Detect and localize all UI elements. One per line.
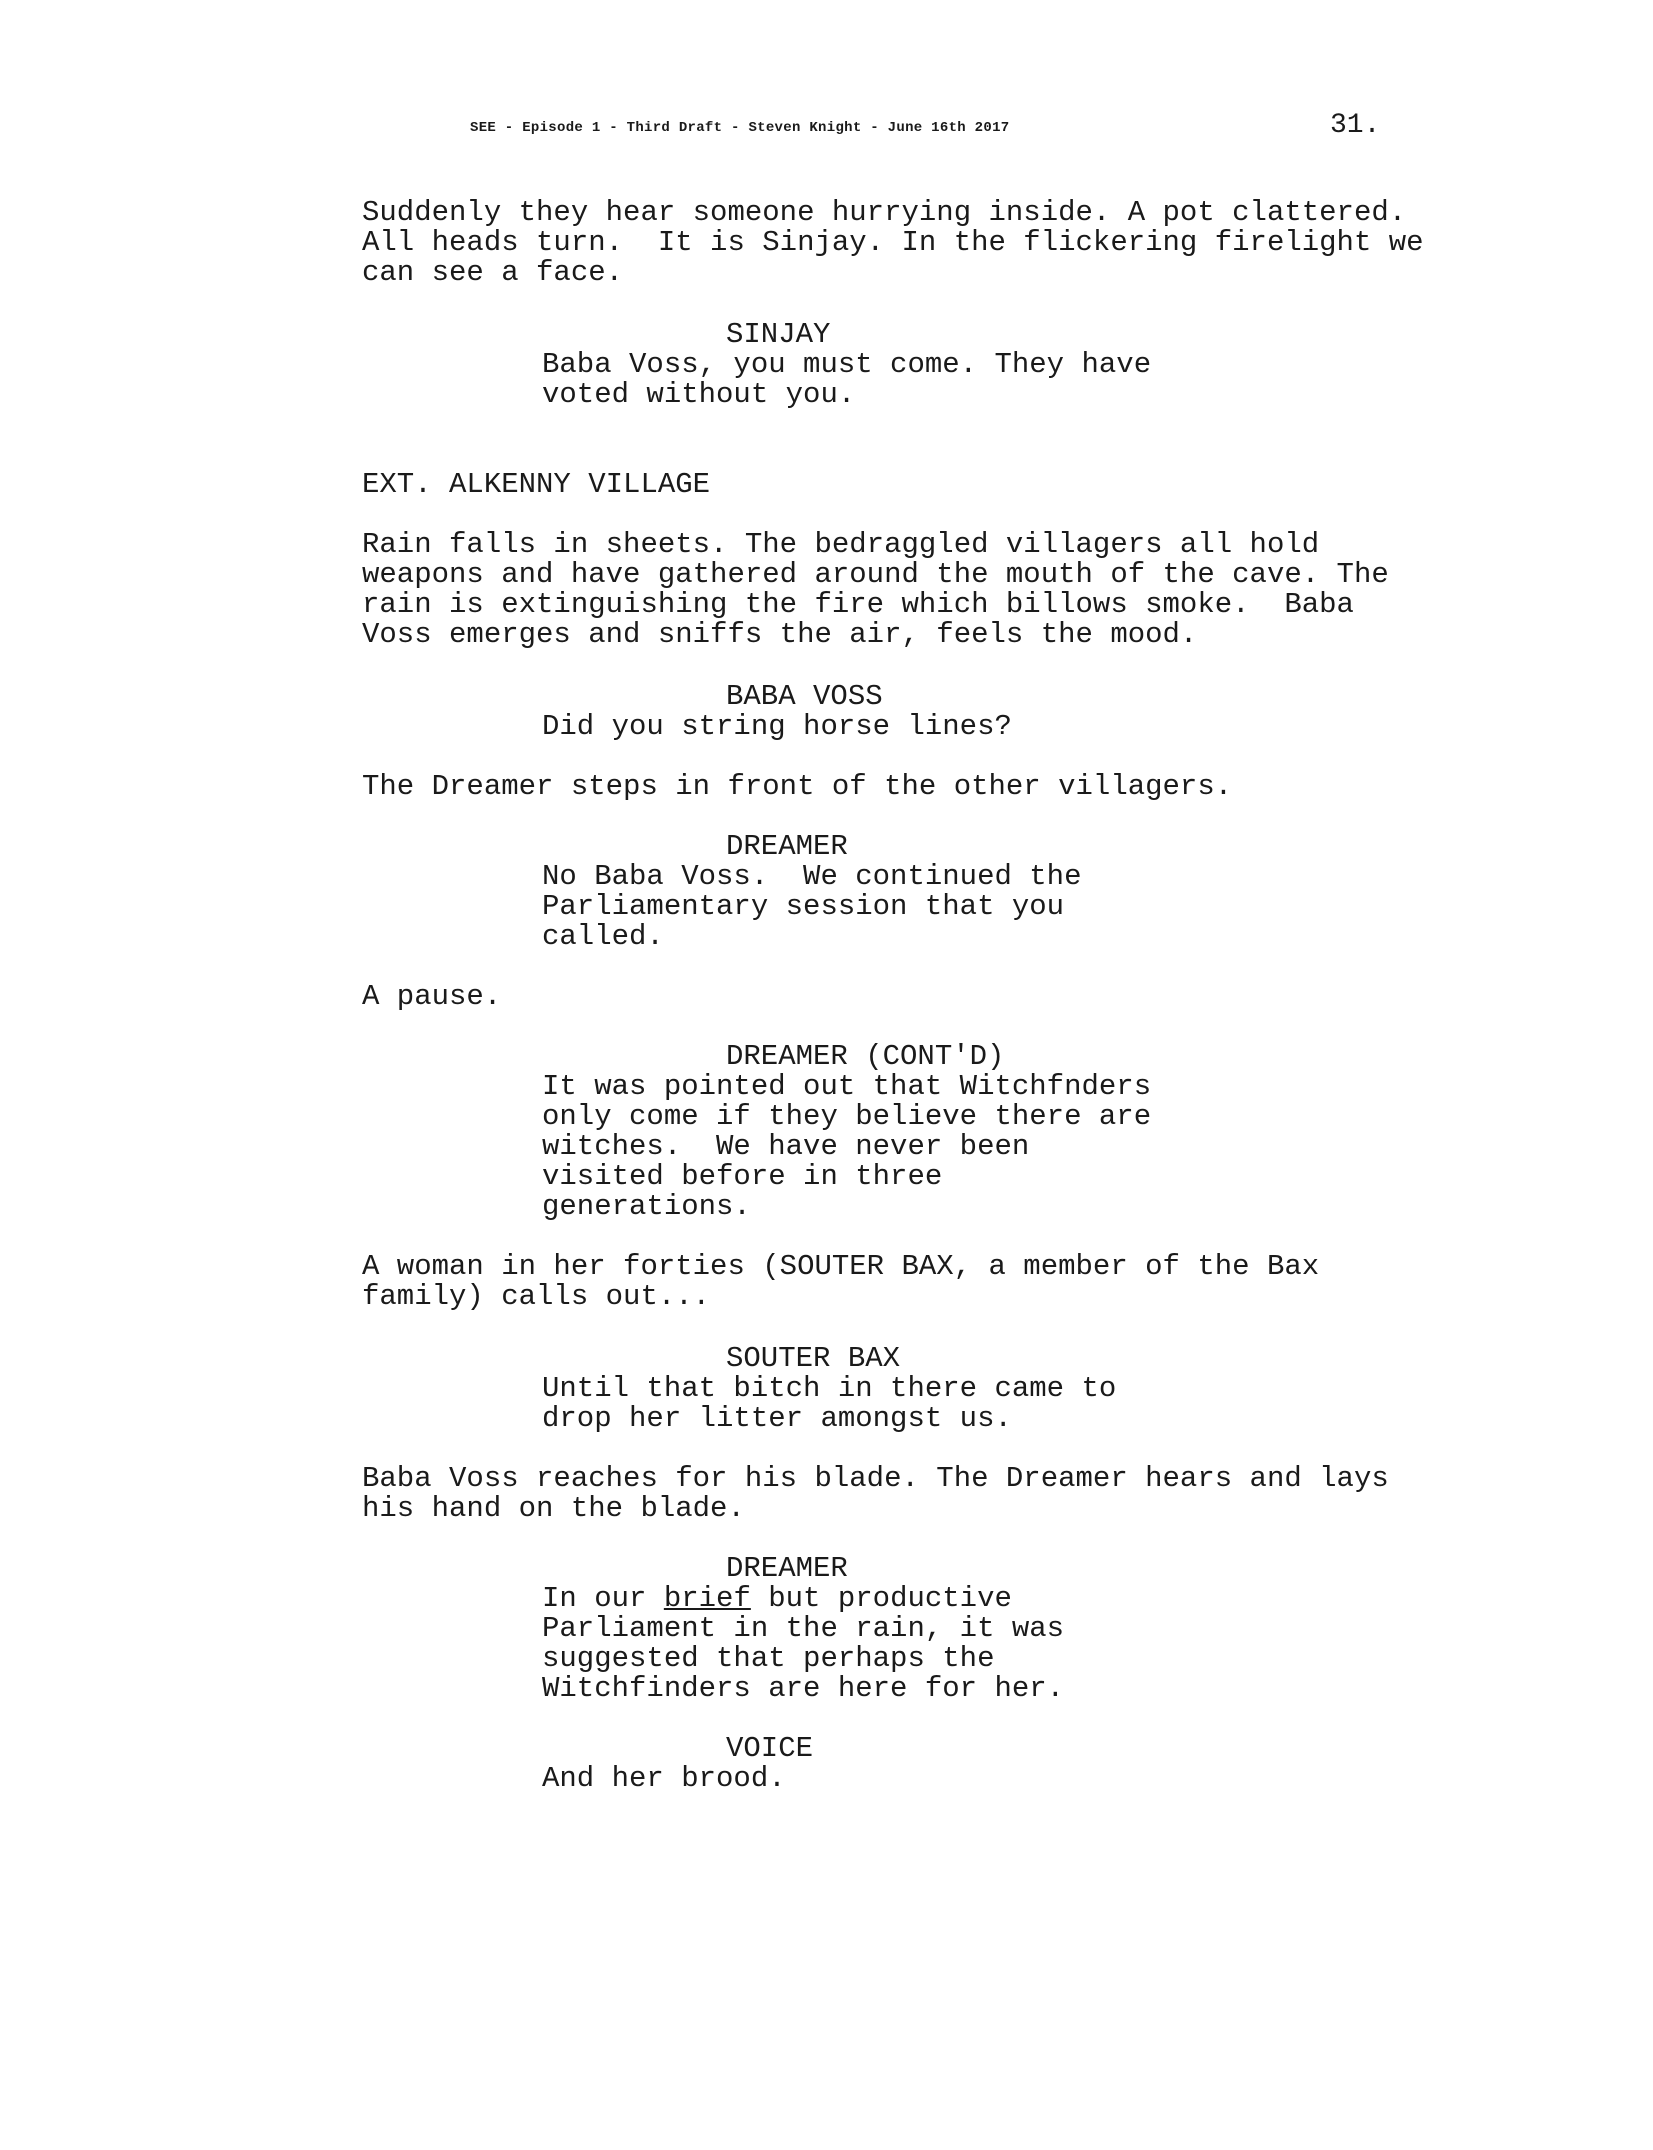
dialogue-line: Witchfinders are here for her. xyxy=(542,1672,1065,1705)
character-name: BABA VOSS xyxy=(726,680,883,713)
underlined-word: brief xyxy=(663,1582,751,1615)
action-line: weapons and have gathered around the mouth of the cave. The xyxy=(362,558,1389,591)
dialogue-line: only come if they believe there are xyxy=(542,1100,1152,1133)
action-line: his hand on the blade. xyxy=(362,1492,745,1525)
dialogue-line: called. xyxy=(542,920,664,953)
dialogue-line: drop her litter amongst us. xyxy=(542,1402,1012,1435)
action-line: Suddenly they hear someone hurrying inside. A pot clattered. xyxy=(362,196,1407,229)
action-line: Baba Voss reaches for his blade. The Dreamer hears and lays xyxy=(362,1462,1389,1495)
dialogue-line: voted without you. xyxy=(542,378,856,411)
dialogue-line: Until that bitch in there came to xyxy=(542,1372,1117,1405)
dialogue-line: witches. We have never been xyxy=(542,1130,1030,1163)
character-name: SINJAY xyxy=(726,318,831,351)
dialogue-line: Parliament in the rain, it was xyxy=(542,1612,1065,1645)
dialogue-line xyxy=(542,1584,1012,1614)
dialogue-line: No Baba Voss. We continued the xyxy=(542,860,1082,893)
action-line: A pause. xyxy=(362,980,502,1013)
action-line: A woman in her forties (SOUTER BAX, a member of the Bax xyxy=(362,1250,1320,1283)
character-name: DREAMER (CONT'D) xyxy=(726,1040,1005,1073)
page-header: SEE - Episode 1 - Third Draft - Steven Knight - June 16th 2017 xyxy=(470,120,1010,136)
action-line: rain is extinguishing the fire which billows smoke. Baba xyxy=(362,588,1354,621)
action-line: All heads turn. It is Sinjay. In the flickering firelight we xyxy=(362,226,1424,259)
dialogue-line: visited before in three xyxy=(542,1160,943,1193)
action-line: Voss emerges and sniffs the air, feels the mood. xyxy=(362,618,1198,651)
dialogue-line: suggested that perhaps the xyxy=(542,1642,995,1675)
dialogue-line: Baba Voss, you must come. They have xyxy=(542,348,1152,381)
scene-heading: EXT. ALKENNY VILLAGE xyxy=(362,468,711,501)
character-name: DREAMER xyxy=(726,830,848,863)
character-name: DREAMER xyxy=(726,1552,848,1585)
dialogue-line: And her brood. xyxy=(542,1762,786,1795)
dialogue-line: Did you string horse lines? xyxy=(542,710,1012,743)
character-name: VOICE xyxy=(726,1732,814,1765)
dialogue-line: generations. xyxy=(542,1190,751,1223)
action-line: family) calls out... xyxy=(362,1280,711,1313)
character-name: SOUTER BAX xyxy=(726,1342,901,1375)
dialogue-line: It was pointed out that Witchfnders xyxy=(542,1070,1152,1103)
dialogue-line: Parliamentary session that you xyxy=(542,890,1065,923)
dialogue-fragment: but productive xyxy=(750,1582,1012,1615)
action-line: Rain falls in sheets. The bedraggled villagers all hold xyxy=(362,528,1320,561)
action-line: can see a face. xyxy=(362,256,624,289)
dialogue-fragment: In our xyxy=(542,1582,664,1615)
page-number: 31. xyxy=(1330,110,1381,141)
action-line: The Dreamer steps in front of the other villagers. xyxy=(362,770,1233,803)
